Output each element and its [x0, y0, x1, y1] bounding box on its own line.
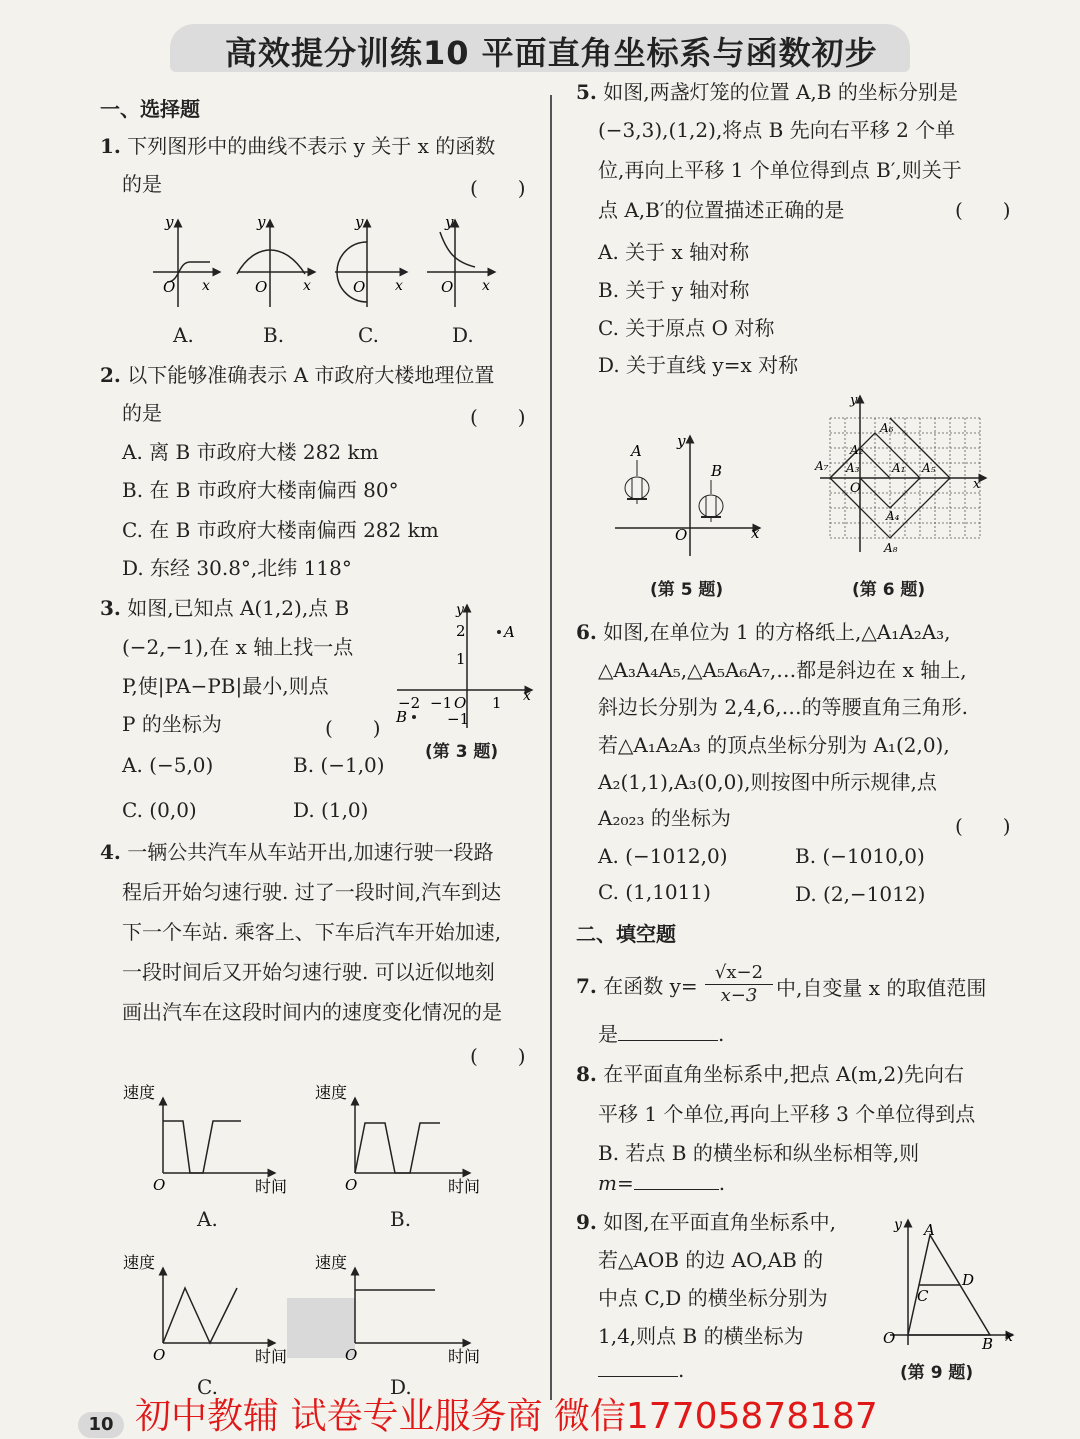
svg-text:−1: −1: [430, 694, 453, 712]
svg-text:x: x: [1005, 1329, 1013, 1345]
q6-answer-paren: ( ): [955, 814, 1011, 838]
svg-text:O: O: [345, 1176, 358, 1194]
svg-text:A₃: A₃: [846, 461, 860, 475]
svg-text:y: y: [165, 213, 174, 231]
q6-figure: [810, 392, 990, 557]
page-number: 10: [78, 1412, 124, 1438]
q7-fraction: [705, 962, 773, 1007]
q8-text-1: 8. 在平面直角坐标系中,把点 A(m,2)先向右: [576, 1062, 965, 1086]
q1-graph-a: [153, 213, 220, 307]
svg-text:O: O: [883, 1329, 896, 1347]
q3-text-3: P,使|PA−PB|最小,则点: [122, 674, 329, 698]
svg-text:速度: 速度: [315, 1253, 348, 1272]
q4-text-4: 一段时间后又开始匀速行驶. 可以近似地刻: [122, 960, 495, 984]
q5-text-1: 5. 如图,两盏灯笼的位置 A,B 的坐标分别是: [576, 80, 958, 104]
svg-text:A₅: A₅: [922, 461, 936, 475]
svg-text:2: 2: [456, 622, 466, 640]
q5-answer-paren: ( ): [955, 198, 1011, 222]
svg-text:B: B: [396, 708, 408, 726]
q5-option-d: D. 关于直线 y=x 对称: [598, 353, 799, 377]
q4-answer-paren: ( ): [470, 1044, 526, 1068]
watermark-text: 初中教辅 试卷专业服务商 微信17705878187: [135, 1396, 878, 1437]
svg-text:y: y: [355, 213, 364, 231]
q3-text-1: 3. 如图,已知点 A(1,2),点 B: [100, 596, 350, 620]
q1-graph-b: [237, 213, 315, 307]
q6-option-b: B. (−1010,0): [795, 844, 925, 868]
q6-text-6: A₂₀₂₃ 的坐标为: [598, 806, 731, 830]
lantern-b: [699, 462, 723, 522]
svg-text:O: O: [153, 1176, 166, 1194]
svg-text:时间: 时间: [255, 1177, 288, 1196]
q4-text-3: 下一个车站. 乘客上、下车后汽车开始加速,: [122, 920, 502, 944]
q1-option-d: D.: [452, 323, 474, 347]
q7-text-1: 7. 在函数 y=: [576, 974, 698, 998]
q5-text-3: 位,再向上平移 1 个单位得到点 B′,则关于: [598, 158, 962, 182]
q5-option-a: A. 关于 x 轴对称: [598, 240, 750, 264]
q4-graph-c: [123, 1253, 287, 1366]
q7-denominator: x−3: [720, 985, 758, 1006]
q9-text-3: 中点 C,D 的横坐标分别为: [598, 1286, 828, 1310]
svg-text:A₄: A₄: [886, 509, 900, 523]
svg-text:O: O: [441, 278, 454, 296]
q4-option-c: C.: [197, 1375, 218, 1399]
svg-text:x: x: [202, 278, 210, 294]
q4-text-2: 程后开始匀速行驶. 过了一段时间,汽车到达: [122, 880, 502, 904]
svg-text:时间: 时间: [448, 1347, 481, 1366]
svg-text:x: x: [303, 278, 311, 294]
svg-text:A: A: [631, 442, 642, 460]
q9-text-4: 1,4,则点 B 的横坐标为: [598, 1324, 804, 1348]
q3-text-4: P 的坐标为: [122, 712, 222, 736]
svg-text:B: B: [711, 462, 723, 480]
q3-caption: (第 3 题): [425, 742, 499, 762]
svg-text:y: y: [677, 432, 686, 450]
q6-text-4: 若△A₁A₂A₃ 的顶点坐标分别为 A₁(2,0),: [598, 733, 950, 757]
q1-option-a: A.: [173, 323, 194, 347]
q7-blank: [618, 1024, 718, 1041]
q2-answer-paren: ( ): [470, 405, 526, 429]
svg-text:x: x: [482, 278, 490, 294]
q4-graph-d: [287, 1253, 480, 1366]
q6-text-1: 6. 如图,在单位为 1 的方格纸上,△A₁A₂A₃,: [576, 620, 951, 644]
q9-text-5: .: [598, 1360, 684, 1380]
svg-text:D: D: [962, 1271, 975, 1289]
q8-text-4: m= .: [598, 1171, 726, 1195]
q4-text-5: 画出汽车在这段时间内的速度变化情况的是: [122, 1000, 502, 1024]
svg-text:O: O: [675, 526, 688, 544]
q3-option-d: D. (1,0): [293, 798, 369, 822]
q1-graph-d: [427, 213, 495, 307]
q2-option-d: D. 东经 30.8°,北纬 118°: [122, 556, 352, 580]
q1-graph-c: [335, 213, 407, 307]
svg-text:1: 1: [492, 694, 502, 712]
q5-option-b: B. 关于 y 轴对称: [598, 278, 750, 302]
q6-text-5: A₂(1,1),A₃(0,0),则按图中所示规律,点: [598, 770, 937, 794]
q2-option-b: B. 在 B 市政府大楼南偏西 80°: [122, 478, 399, 502]
q5-text-4: 点 A,B′的位置描述正确的是: [598, 198, 845, 222]
q6-caption: (第 6 题): [852, 580, 926, 600]
q9-text-1: 9. 如图,在平面直角坐标系中,: [576, 1210, 836, 1234]
svg-text:O: O: [353, 278, 366, 296]
q6-text-2: △A₃A₄A₅,△A₅A₆A₇,…都是斜边在 x 轴上,: [598, 658, 967, 682]
svg-text:时间: 时间: [255, 1347, 288, 1366]
q6-text-3: 斜边长分别为 2,4,6,…的等腰直角三角形.: [598, 695, 968, 719]
svg-text:O: O: [153, 1346, 166, 1364]
q3-text-2: (−2,−1),在 x 轴上找一点: [122, 635, 354, 659]
q1-figure: [145, 212, 515, 312]
q4-option-d: D.: [390, 1375, 412, 1399]
q1-text-1: 1. 下列图形中的曲线不表示 y 关于 x 的函数: [100, 134, 496, 158]
page-title: 高效提分训练10 平面直角坐标系与函数初步: [225, 34, 878, 72]
svg-text:O: O: [454, 694, 467, 712]
svg-text:x: x: [751, 524, 760, 542]
svg-text:O: O: [255, 278, 268, 296]
q5-figure: [605, 428, 770, 563]
q6-option-c: C. (1,1011): [598, 880, 711, 904]
q4-graph-b: [315, 1083, 480, 1196]
svg-text:x: x: [523, 688, 531, 704]
q7-text-2: 中,自变量 x 的取值范围: [776, 976, 987, 1000]
svg-text:A₂: A₂: [850, 443, 864, 457]
q7-text-3: 是 .: [598, 1022, 725, 1046]
svg-text:x: x: [973, 477, 981, 492]
svg-text:时间: 时间: [448, 1177, 481, 1196]
q6-option-d: D. (2,−1012): [795, 882, 926, 906]
svg-text:A₆: A₆: [880, 421, 894, 435]
svg-text:A: A: [504, 623, 515, 641]
svg-text:A₈: A₈: [884, 541, 898, 555]
svg-text:A₇: A₇: [815, 459, 829, 473]
svg-text:速度: 速度: [315, 1083, 348, 1102]
svg-text:速度: 速度: [123, 1253, 156, 1272]
svg-text:y: y: [850, 393, 858, 408]
q9-blank: [598, 1360, 678, 1377]
q4-text-1: 4. 一辆公共汽车从车站开出,加速行驶一段路: [100, 840, 494, 864]
q5-caption: (第 5 题): [650, 580, 724, 600]
q2-text-1: 2. 以下能够准确表示 A 市政府大楼地理位置: [100, 363, 495, 387]
section-fill: 二、填空题: [576, 922, 676, 946]
svg-text:x: x: [395, 278, 403, 294]
svg-text:O: O: [345, 1346, 358, 1364]
q4-option-b: B.: [390, 1207, 412, 1231]
q5-text-2: (−3,3),(1,2),将点 B 先向右平移 2 个单: [598, 118, 956, 142]
svg-text:A₁: A₁: [892, 461, 906, 475]
svg-text:−1: −1: [447, 710, 470, 728]
q3-figure: [392, 600, 540, 735]
q2-option-c: C. 在 B 市政府大楼南偏西 282 km: [122, 518, 439, 542]
svg-text:O: O: [163, 278, 176, 296]
q3-answer-paren: ( ): [325, 716, 381, 740]
q9-text-2: 若△AOB 的边 AO,AB 的: [598, 1248, 824, 1272]
q1-text-2: 的是: [122, 172, 162, 196]
q2-option-a: A. 离 B 市政府大楼 282 km: [122, 440, 379, 464]
svg-text:y: y: [257, 213, 266, 231]
q3-option-c: C. (0,0): [122, 798, 197, 822]
q7-numerator: √x−2: [705, 962, 773, 985]
q8-blank: [634, 1173, 719, 1190]
lantern-a: [625, 442, 649, 504]
svg-text:C: C: [917, 1287, 929, 1305]
q2-text-2: 的是: [122, 401, 162, 425]
q3-option-a: A. (−5,0): [122, 753, 214, 777]
column-divider: [550, 95, 552, 1400]
q9-figure: [878, 1215, 1018, 1350]
q1-answer-paren: ( ): [470, 176, 526, 200]
q3-option-b: B. (−1,0): [293, 753, 385, 777]
svg-text:速度: 速度: [123, 1083, 156, 1102]
svg-text:O: O: [850, 481, 861, 496]
section-choice: 一、选择题: [100, 97, 200, 121]
svg-text:A: A: [924, 1221, 935, 1239]
q1-option-c: C.: [358, 323, 379, 347]
q4-graph-a: [123, 1083, 287, 1196]
svg-text:y: y: [894, 1217, 902, 1233]
q6-option-a: A. (−1012,0): [598, 844, 728, 868]
svg-text:1: 1: [456, 650, 466, 668]
svg-text:y: y: [456, 602, 464, 618]
q4-figure: [115, 1078, 515, 1398]
svg-text:−2: −2: [398, 694, 421, 712]
svg-text:B: B: [982, 1335, 994, 1350]
q4-option-a: A.: [197, 1207, 218, 1231]
q9-caption: (第 9 题): [900, 1363, 974, 1383]
q8-text-3: B. 若点 B 的横坐标和纵坐标相等,则: [598, 1141, 920, 1165]
q8-text-2: 平移 1 个单位,再向上平移 3 个单位得到点: [598, 1102, 976, 1126]
svg-text:y: y: [445, 213, 454, 231]
q5-option-c: C. 关于原点 O 对称: [598, 316, 775, 340]
q1-option-b: B.: [263, 323, 285, 347]
